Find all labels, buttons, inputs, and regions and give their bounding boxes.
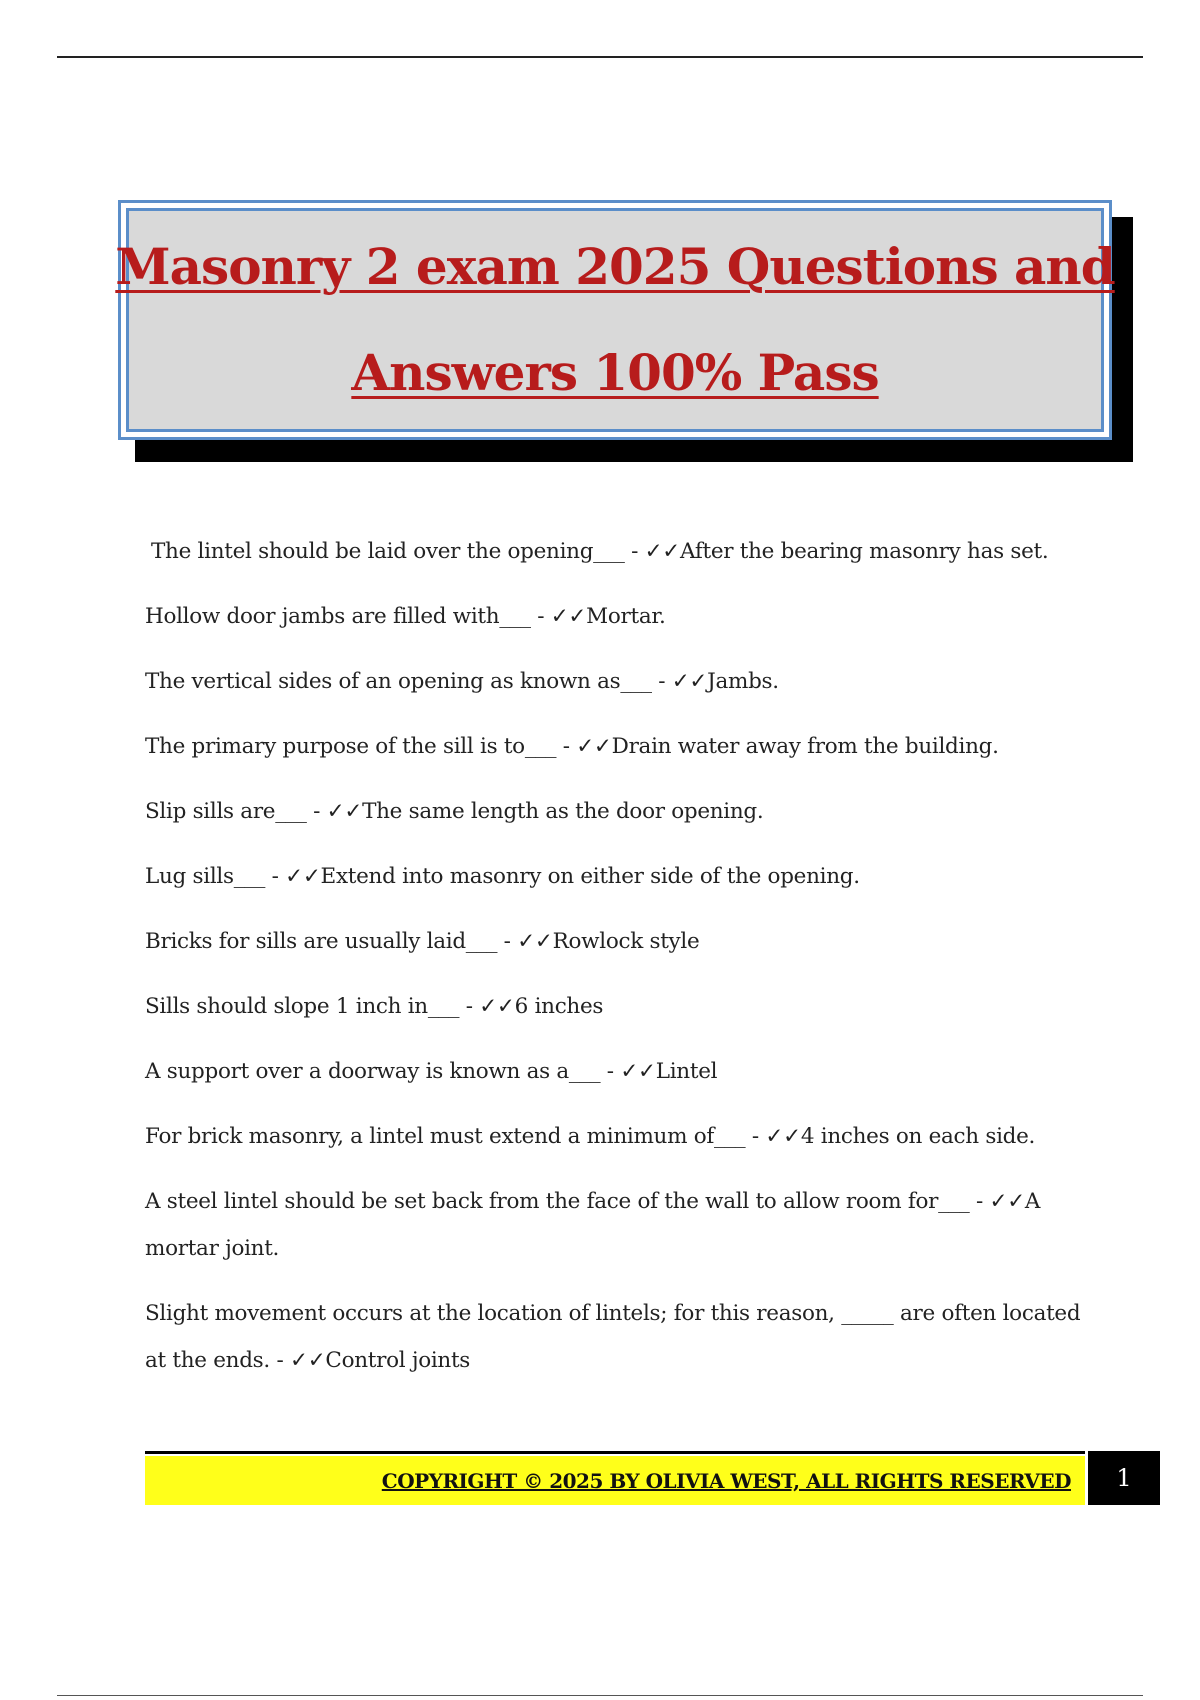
check-icon: ✓✓ (479, 994, 515, 1019)
check-icon: ✓✓ (289, 1348, 326, 1373)
title-line-1: Masonry 2 exam 2025 Questions and (115, 237, 1115, 296)
question-text: The primary purpose of the sill is to___ - (145, 734, 577, 759)
check-icon: ✓✓ (989, 1189, 1025, 1214)
title-banner-inner (115, 208, 1115, 432)
question-text: The lintel should be laid over the opening___ - (151, 539, 645, 564)
qa-item (145, 853, 1085, 900)
qa-item (145, 593, 1085, 640)
answer-text: Lintel (655, 1059, 718, 1084)
answer-text: The same length as the door opening. (362, 799, 764, 824)
question-text: Sills should slope 1 inch in___ - (145, 994, 480, 1019)
footer-bar (145, 1456, 1085, 1505)
qa-item (145, 918, 1085, 965)
check-icon: ✓✓ (671, 669, 708, 694)
qa-item (145, 723, 1085, 770)
answer-text: Mortar. (586, 604, 666, 629)
qa-item (145, 788, 1085, 835)
answer-text: Control joints (325, 1348, 471, 1373)
question-text: Bricks for sills are usually laid___ - (145, 929, 518, 954)
qa-item (145, 1113, 1085, 1160)
qa-item (145, 1178, 1085, 1272)
check-icon: ✓✓ (326, 799, 363, 824)
footer-rule (145, 1451, 1085, 1454)
check-icon: ✓✓ (285, 864, 321, 889)
title-line-2: Answers 100% Pass (351, 343, 879, 402)
question-text: Slight movement occurs at the location of lintels; for this reason, _____ are often located at the ends. - (145, 1301, 1081, 1373)
answer-text: Jambs. (707, 669, 779, 694)
top-rule (57, 56, 1143, 58)
qa-item (145, 528, 1085, 575)
answer-text: Rowlock style (552, 929, 700, 954)
answer-text: A mortar joint. (145, 1189, 1041, 1261)
qa-item (145, 1048, 1085, 1095)
question-text: Lug sills___ - (145, 864, 286, 889)
check-icon: ✓✓ (550, 604, 587, 629)
answer-text: 4 inches on each side. (800, 1124, 1036, 1149)
answer-text: 6 inches (514, 994, 604, 1019)
qa-item (145, 983, 1085, 1030)
question-text: Slip sills are___ - (145, 799, 327, 824)
answer-text: After the bearing masonry has set. (680, 539, 1049, 564)
question-text: Hollow door jambs are filled with___ - (145, 604, 551, 629)
question-text: For brick masonry, a lintel must extend a minimum of___ - (145, 1124, 766, 1149)
question-text: The vertical sides of an opening as known as___ - (145, 669, 672, 694)
check-icon: ✓✓ (765, 1124, 801, 1149)
check-icon: ✓✓ (576, 734, 612, 759)
qa-item (145, 1290, 1085, 1384)
copyright-notice: COPYRIGHT © 2025 BY OLIVIA WEST, ALL RIGHTS RESERVED (381, 1468, 1071, 1493)
qa-list (145, 528, 1085, 1402)
page-number: 1 (1088, 1451, 1160, 1505)
check-icon: ✓✓ (517, 929, 553, 954)
answer-text: Drain water away from the building. (611, 734, 999, 759)
question-text: A steel lintel should be set back from the face of the wall to allow room for___ - (145, 1189, 990, 1214)
title-banner (115, 200, 1115, 440)
bottom-rule (57, 1695, 1143, 1696)
check-icon: ✓✓ (620, 1059, 656, 1084)
check-icon: ✓✓ (644, 539, 681, 564)
question-text: A support over a doorway is known as a___ - (145, 1059, 621, 1084)
qa-item (145, 658, 1085, 705)
answer-text: Extend into masonry on either side of the opening. (320, 864, 860, 889)
